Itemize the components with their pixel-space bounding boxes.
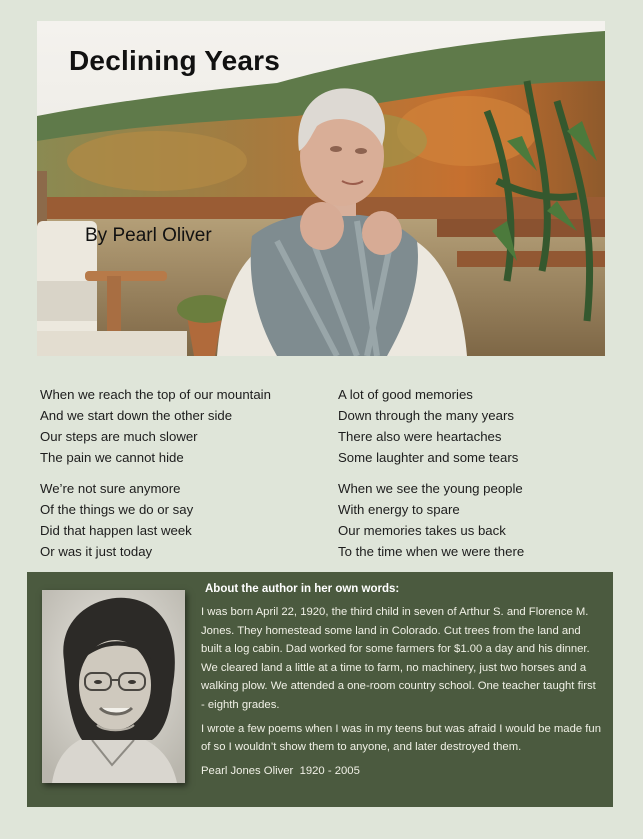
poem-line: Some laughter and some tears bbox=[338, 450, 519, 465]
poem-left-column bbox=[40, 384, 330, 572]
poem-byline: By Pearl Oliver bbox=[85, 225, 212, 246]
author-portrait bbox=[42, 590, 185, 783]
poem-line: And we start down the other side bbox=[40, 408, 233, 423]
poem-line: Of the things we do or say bbox=[40, 502, 194, 517]
poem-line: Our steps are much slower bbox=[40, 429, 198, 444]
hero-image bbox=[37, 21, 605, 356]
author-portrait-image bbox=[42, 590, 185, 783]
poem-line: A lot of good memories bbox=[338, 387, 473, 402]
about-paragraph: I was born April 22, 1920, the third child in seven of Arthur S. and Florence M. Jones. They homestead some land in Colorado. Cut trees from the land and built a log cabin. Dad worked for some farmers for $1.00 a day and his dinner. We cleared land a little at a time to farm, no machinery, just two horses and a walking plow. We attended a one-room country school. One teacher taught first - eighth grades. bbox=[201, 606, 596, 711]
poem-line: To the time when we were there bbox=[338, 544, 525, 559]
poem-line: Did that happen last week bbox=[40, 523, 192, 538]
poem-title: Declining Years bbox=[69, 45, 281, 76]
poem-line: When we reach the top of our mountain bbox=[40, 387, 271, 402]
poem-line: Our memories takes us back bbox=[338, 523, 506, 538]
about-author-panel bbox=[27, 572, 613, 807]
about-paragraph: I wrote a few poems when I was in my teens but was afraid I would be made fun of so I wouldn’t show them to anyone, and later destroyed them. bbox=[201, 722, 601, 754]
poem-line: Or was it just today bbox=[40, 544, 153, 559]
stanza bbox=[338, 384, 628, 468]
stanza bbox=[40, 384, 330, 468]
about-text bbox=[201, 603, 601, 785]
poem-right-column bbox=[338, 384, 628, 572]
poem-line: With energy to spare bbox=[338, 502, 460, 517]
about-heading: About the author in her own words: bbox=[205, 583, 400, 595]
stanza bbox=[40, 478, 330, 562]
poem-line: When we see the young people bbox=[338, 481, 523, 496]
poem-line: Down through the many years bbox=[338, 408, 514, 423]
poem-line: The pain we cannot hide bbox=[40, 450, 184, 465]
stanza bbox=[338, 478, 628, 562]
poem-line: We’re not sure anymore bbox=[40, 481, 181, 496]
poem-line: There also were heartaches bbox=[338, 429, 502, 444]
author-lifespan: Pearl Jones Oliver 1920 - 2005 bbox=[201, 764, 360, 777]
